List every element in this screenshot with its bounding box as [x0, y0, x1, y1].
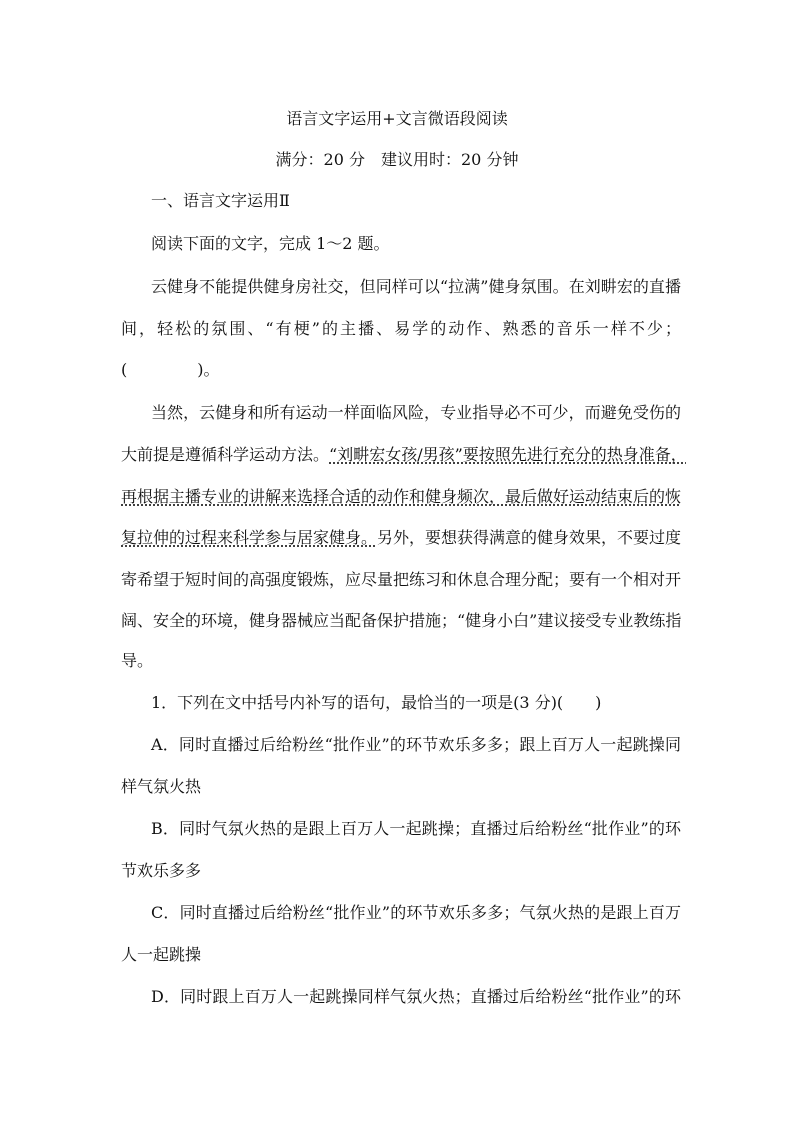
option-a-line-1: A．同时直播过后给粉丝“批作业”的环节欢乐多多；跟上百万人一起跳操同	[151, 735, 681, 754]
paragraph-2-line-4-suffix: 另外，要想获得满意的健身效果，不要过度	[377, 528, 682, 547]
option-d-line-1: D．同时跟上百万人一起跳操同样气氛火热；直播过后给粉丝“批作业”的环	[151, 987, 681, 1006]
paragraph-2-line-2-prefix: 大前提是遵循科学运动方法。	[121, 445, 330, 464]
paragraph-1-line-1: 云健身不能提供健身房社交，但同样可以“拉满”健身氛围。在刘畊宏的直播	[151, 277, 681, 296]
option-b-line-2: 节欢乐多多	[121, 861, 202, 880]
paragraph-2-line-5: 寄希望于短时间的高强度锻炼，应尽量把练习和休息合理分配；要有一个相对开	[121, 570, 682, 589]
score-time-info: 满分：20 分 建议用时：20 分钟	[275, 150, 519, 169]
paragraph-2-underlined-sentence-middle: 再根据主播专业的讲解来选择合适的动作和健身频次，最后做好运动结束后的恢	[121, 487, 682, 506]
option-b-line-1: B．同时气氛火热的是跟上百万人一起跳操；直播过后给粉丝“批作业”的环	[151, 819, 681, 838]
paragraph-1-right-parenthesis: )。	[197, 360, 220, 379]
paragraph-2-line-7: 导。	[121, 651, 154, 670]
option-c-line-2: 人一起跳操	[121, 945, 202, 964]
instruction-text: 阅读下面的文字，完成 1～2 题。	[151, 234, 390, 253]
paragraph-2-line-2	[121, 445, 687, 465]
paragraph-2-line-1: 当然，云健身和所有运动一样面临风险，专业指导必不可少，而避免受伤的	[151, 403, 681, 422]
section-heading: 一、语言文字运用Ⅱ	[151, 191, 290, 210]
paragraph-2-line-6: 阔、安全的环境，健身器械应当配备保护措施；“健身小白”建议接受专业教练指	[121, 611, 682, 630]
page-title: 语言文字运用+文言微语段阅读	[286, 109, 508, 128]
paragraph-2-underlined-sentence-end: 复拉伸的过程来科学参与居家健身。	[121, 528, 378, 547]
option-a-line-2: 样气氛火热	[121, 777, 202, 796]
paragraph-2-line-4	[121, 528, 681, 548]
paragraph-1-left-parenthesis: (	[121, 360, 128, 379]
option-c-line-1: C．同时直播过后给粉丝“批作业”的环节欢乐多多；气氛火热的是跟上百万	[151, 903, 681, 922]
paragraph-1-line-3	[121, 360, 681, 380]
paragraph-1-line-2: 间，轻松的氛围、“有梗”的主播、易学的动作、熟悉的音乐一样不少；	[121, 319, 681, 338]
paragraph-2-underlined-sentence-start: “刘畊宏女孩/男孩”要按照先进行充分的热身准备，	[329, 445, 687, 464]
question-1-stem: 1．下列在文中括号内补写的语句，最恰当的一项是(3 分)( )	[151, 693, 602, 712]
